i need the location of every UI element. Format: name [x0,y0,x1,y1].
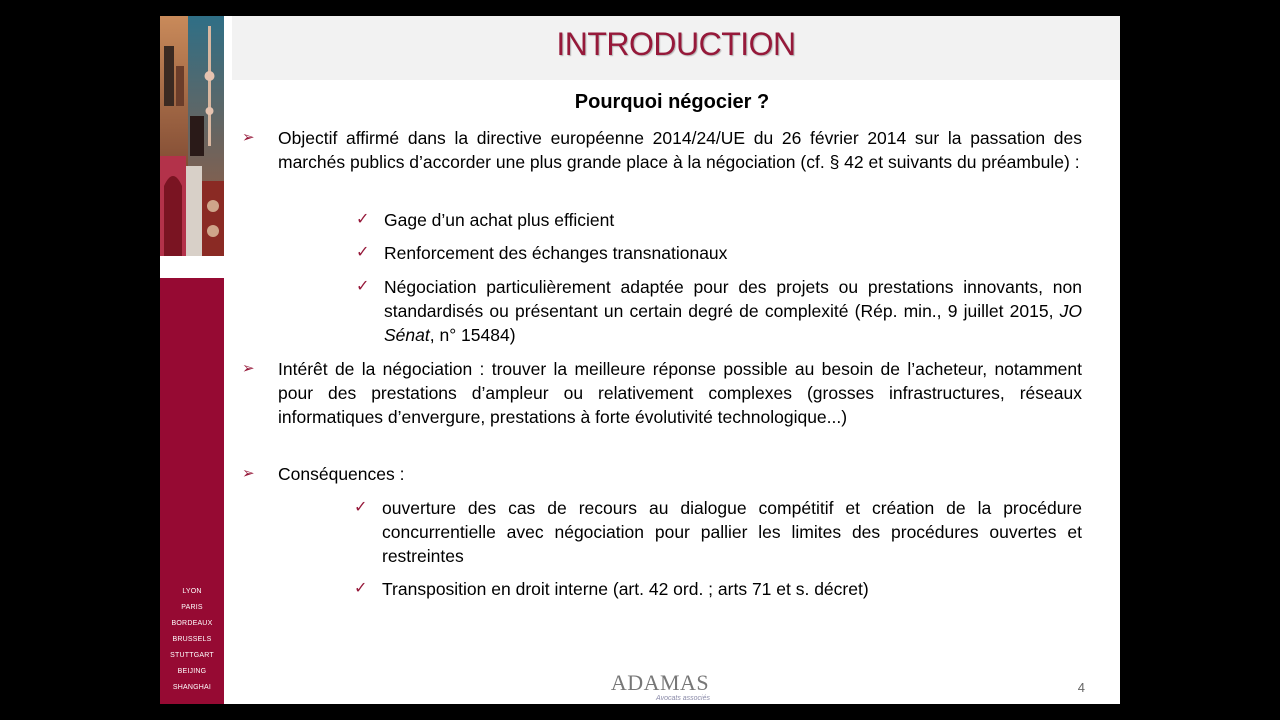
city-brussels: BRUSSELS [172,636,212,643]
sidebar-band [160,278,224,704]
check-icon: ✓ [354,499,368,516]
arrow-bullet-icon: ➢ [242,465,255,482]
check-icon: ✓ [356,244,370,261]
city-bordeaux: BORDEAUX [171,620,213,627]
bullet-consequences: Conséquences : [278,464,405,484]
arrow-bullet-icon: ➢ [242,360,255,377]
complexite-ref-number: , n° 15484) [429,325,516,345]
title-bar [232,16,1120,80]
slide [160,16,1120,704]
jo-senat-ref: JO Sénat [384,301,1082,345]
sub-bullet-efficient: Gage d’un achat plus efficient [384,210,615,230]
check-icon: ✓ [356,278,370,295]
city-paris: PARIS [181,604,203,611]
logo-tagline: Avocats associés [656,695,710,702]
slide-content [232,80,1120,704]
arrow-bullet-icon: ➢ [242,129,255,146]
bullet-interet: Intérêt de la négociation : trouver la meilleure réponse possible au besoin de l’acheteur, notamment pour des prestations d’ampleur ou relativement complexes (grosses infrastructures, réseaux informatiques d’envergure, prestations à forte évolutivité technologique...) [278,359,1082,427]
slide-title: INTRODUCTION [556,26,796,62]
page-number: 4 [1077,680,1085,695]
city-shanghai: SHANGHAI [172,684,212,691]
adamas-logo [604,671,716,703]
sub-bullet-dialogue: ouverture des cas de recours au dialogue compétitif et création de la procédure concurrentielle avec négociation pour pallier les limites des procédures ouvertes et restreintes [382,498,1082,566]
sub-bullet-transposition: Transposition en droit interne (art. 42 ord. ; arts 71 et s. décret) [382,579,869,599]
sub-bullet-complexite [384,275,1082,347]
check-icon: ✓ [356,211,370,228]
city-stuttgart: STUTTGART [170,652,214,659]
bullet-objectif: Objectif affirmé dans la directive européenne 2014/24/UE du 26 février 2014 sur la passation des marchés publics d’accorder une plus grande place à la négociation (cf. § 42 et suivants du préambule) : [278,128,1082,172]
logo-wordmark: ADAMAS [610,670,710,695]
check-icon: ✓ [354,580,368,597]
city-lyon: LYON [182,588,202,595]
complexite-text: Négociation particulièrement adaptée pour des projets ou prestations innovants, non standardisés ou présentant un certain degré de complexité (Rép. min., 9 juillet 2015, [384,277,1082,321]
slide-subtitle: Pourquoi négocier ? [574,91,770,113]
sub-bullet-transnational: Renforcement des échanges transnationaux [384,243,728,263]
office-city-list [160,584,224,696]
city-photo-collage [160,16,224,256]
city-beijing: BEIJING [177,668,207,675]
